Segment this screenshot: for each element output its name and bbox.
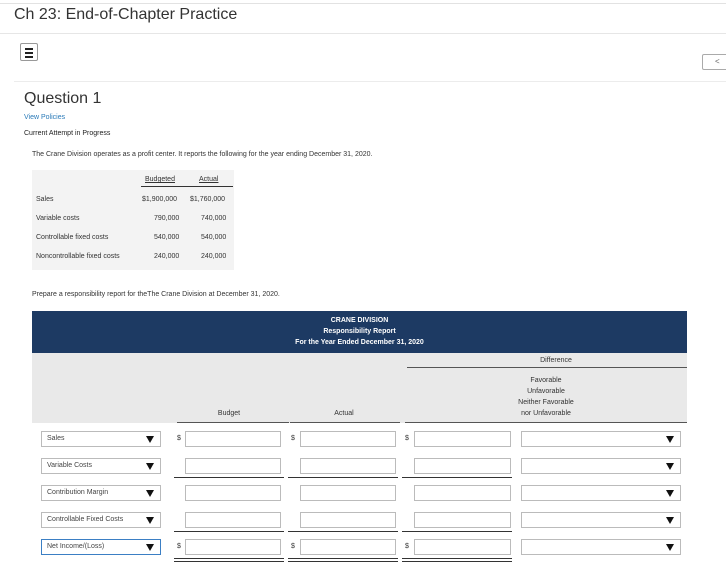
underline (174, 531, 284, 532)
underline (174, 477, 284, 478)
actual-input-net-income[interactable] (300, 539, 396, 555)
double-underline (402, 561, 512, 562)
difference-select-sales[interactable] (521, 431, 681, 447)
budget-column-header: Budget (217, 410, 241, 417)
currency-symbol: $ (405, 543, 409, 550)
chapter-title: Ch 23: End-of-Chapter Practice (14, 6, 238, 23)
row-label-select-net-income[interactable]: Net Income/(Loss) (41, 539, 161, 555)
report-period: For the Year Ended December 31, 2020 (295, 339, 424, 346)
difference-select-controllable-fixed-costs[interactable] (521, 512, 681, 528)
actual-value: 740,000 (201, 215, 227, 222)
dropdown-arrow-icon (666, 463, 674, 470)
row-label-select-contribution-margin[interactable]: Contribution Margin (41, 485, 161, 501)
dropdown-arrow-icon (666, 544, 674, 551)
budget-input-variable-costs[interactable] (185, 458, 281, 474)
double-underline (288, 561, 398, 562)
budgeted-value: 790,000 (154, 215, 180, 222)
dropdown-arrow-icon (666, 490, 674, 497)
currency-symbol: $ (177, 435, 181, 442)
underline (288, 531, 398, 532)
budgeted-value: $1,900,000 (142, 196, 178, 203)
difference-select-contribution-margin[interactable] (521, 485, 681, 501)
prev-question-button[interactable]: < (702, 54, 726, 70)
question-intro: The Crane Division operates as a profit center. It reports the following for the year ending December 31, 2020. (32, 151, 373, 158)
difference-input-variable-costs[interactable] (414, 458, 511, 474)
actual-header: Actual (199, 176, 219, 183)
hamburger-menu-icon[interactable] (20, 43, 38, 61)
double-underline (174, 561, 284, 562)
dropdown-arrow-icon (666, 436, 674, 443)
dropdown-arrow-icon (146, 436, 154, 443)
row-label: Sales (36, 196, 54, 203)
dropdown-arrow-icon (146, 544, 154, 551)
row-label-select-controllable-fixed-costs[interactable]: Controllable Fixed Costs (41, 512, 161, 528)
instruction-text: Prepare a responsibility report for theThe Crane Division at December 31, 2020. (32, 291, 280, 298)
underline (288, 477, 398, 478)
currency-symbol: $ (405, 435, 409, 442)
double-underline (174, 558, 284, 559)
actual-input-variable-costs[interactable] (300, 458, 396, 474)
double-underline (288, 558, 398, 559)
currency-symbol: $ (177, 543, 181, 550)
diff-option: Unfavorable (527, 388, 565, 395)
dropdown-arrow-icon (666, 517, 674, 524)
actual-value: 540,000 (201, 234, 227, 241)
report-company: CRANE DIVISION (330, 317, 389, 324)
dropdown-arrow-icon (146, 517, 154, 524)
dropdown-arrow-icon (146, 463, 154, 470)
budgeted-header: Budgeted (145, 176, 175, 183)
attempt-status: Current Attempt in Progress (24, 130, 111, 137)
difference-header: Difference (540, 357, 572, 364)
actual-value: $1,760,000 (190, 196, 226, 203)
top-border (0, 3, 726, 4)
actual-input-sales[interactable] (300, 431, 396, 447)
difference-input-sales[interactable] (414, 431, 511, 447)
difference-input-contribution-margin[interactable] (414, 485, 511, 501)
actual-column-header: Actual (334, 410, 354, 417)
diff-option: Neither Favorable (518, 399, 574, 406)
row-label: Variable costs (36, 215, 80, 222)
difference-input-net-income[interactable] (414, 539, 511, 555)
actual-input-contribution-margin[interactable] (300, 485, 396, 501)
row-label-select-sales[interactable]: Sales (41, 431, 161, 447)
report-header (32, 311, 687, 353)
row-label: Controllable fixed costs (36, 234, 109, 241)
header-divider (0, 33, 726, 34)
given-data-table (32, 170, 234, 270)
currency-symbol: $ (291, 435, 295, 442)
underline (402, 531, 512, 532)
view-policies-link[interactable]: View Policies (24, 114, 66, 121)
report-name: Responsibility Report (323, 328, 396, 335)
budgeted-value: 240,000 (154, 253, 180, 260)
budget-input-contribution-margin[interactable] (185, 485, 281, 501)
actual-input-controllable-fixed-costs[interactable] (300, 512, 396, 528)
section-divider (14, 81, 726, 82)
question-title: Question 1 (24, 90, 102, 107)
diff-option: Favorable (530, 377, 562, 384)
difference-input-controllable-fixed-costs[interactable] (414, 512, 511, 528)
difference-select-variable-costs[interactable] (521, 458, 681, 474)
difference-select-net-income[interactable] (521, 539, 681, 555)
double-underline (402, 558, 512, 559)
column-header-area (32, 353, 687, 423)
currency-symbol: $ (291, 543, 295, 550)
row-label-select-variable-costs[interactable]: Variable Costs (41, 458, 161, 474)
budget-input-sales[interactable] (185, 431, 281, 447)
budget-input-net-income[interactable] (185, 539, 281, 555)
actual-value: 240,000 (201, 253, 227, 260)
dropdown-arrow-icon (146, 490, 154, 497)
budgeted-value: 540,000 (154, 234, 180, 241)
row-label: Noncontrollable fixed costs (36, 253, 120, 260)
budget-input-controllable-fixed-costs[interactable] (185, 512, 281, 528)
underline (402, 477, 512, 478)
diff-option: nor Unfavorable (521, 410, 571, 417)
